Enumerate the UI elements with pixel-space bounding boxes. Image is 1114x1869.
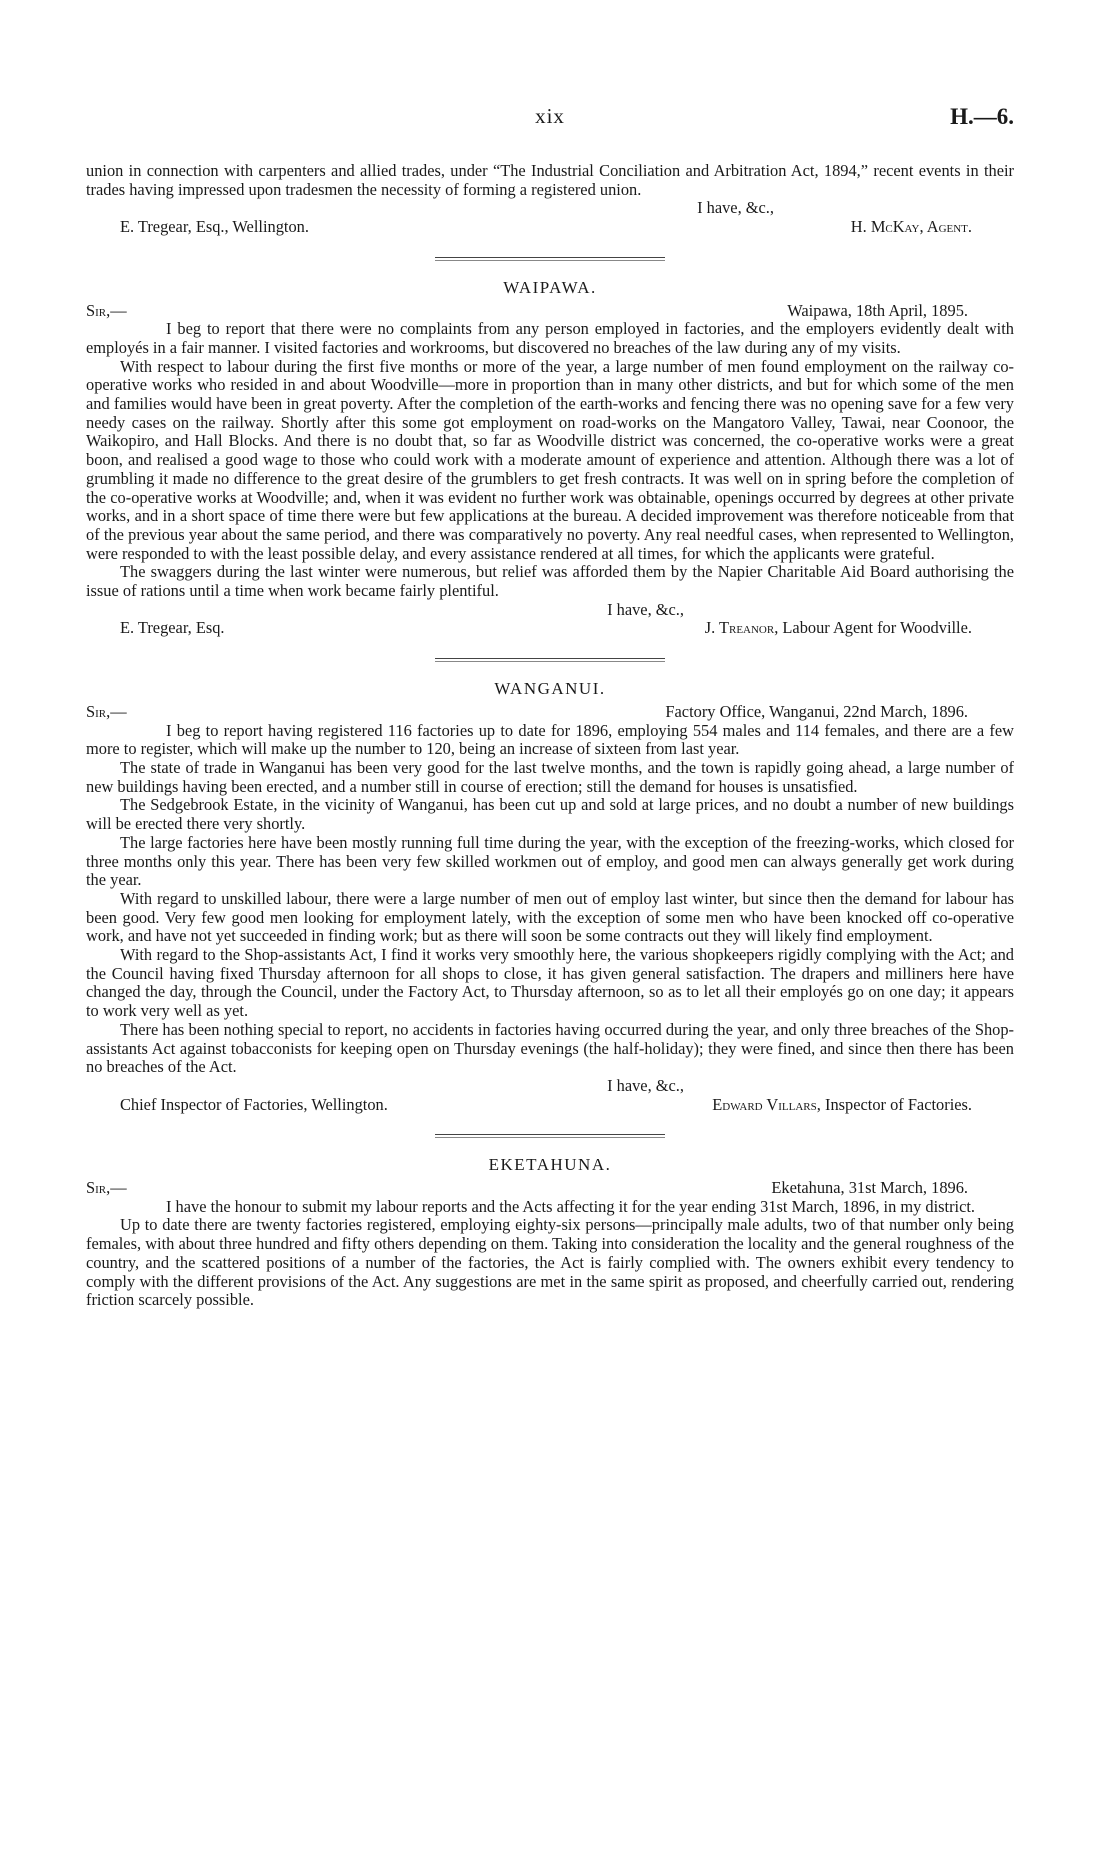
paragraph: With respect to labour during the first five months or more of the year, a large number of men found employment on the railway co-operative works who resided in and about Woodville—more in proportion than in many other districts, and but for which some of the men and families would have been in great poverty. After the completion of the earth-works and fencing there was no opening save for a few very needy cases on the railway. Shortly after this some got employment on road-works on the Mangatoro Valley, Tawai, near Coonoor, the Waikopiro, and Hall Blocks. And there is no doubt that, so far as Woodville district was concerned, the co-operative works were a great boon, and realised a good wage to those who could work with a moderate amount of experience and attention. Although there was a lot of grumbling it made no difference to the great desire of the grumblers to get fresh contracts. It was well on in spring before the completion of the co-operative works at Woodville; and, when it was evident no further work was obtainable, openings occurred by degrees at other private works, and in a short space of time there were but few applications at the bureau. A decided improvement was therefore noticeable from that of the previous year about the same period, and there was comparatively no poverty. Any real needful cases, when represented to Wellington, were responded to with the least possible delay, and every assistance rendered at all times, for which the applicants were grateful.	[86, 356, 1014, 563]
page-number: xix	[535, 104, 565, 128]
addressee: Chief Inspector of Factories, Wellington.	[120, 1094, 388, 1114]
waipawa-section	[86, 279, 1014, 638]
section-divider	[435, 257, 665, 261]
section-divider	[435, 1134, 665, 1138]
paragraph: The large factories here have been mostly running full time during the year, with the exception of the freezing-works, which closed for three months only this year. There has been very few skilled workmen out of employ, and good men can always generally get work during the year.	[86, 832, 1014, 890]
salutation: Sir,—	[86, 701, 127, 721]
signature-name: J. Treanor,	[704, 618, 779, 638]
signature	[705, 619, 972, 638]
page-header	[86, 104, 1014, 134]
signature-name: Edward Villars,	[712, 1094, 821, 1114]
intro-signature: H. McKay, Agent.	[850, 217, 972, 237]
intro-closing: I have, &c.,	[697, 198, 774, 218]
section-title-wanganui: WANGANUI.	[494, 679, 606, 699]
paragraph: The Sedgebrook Estate, in the vicinity of Wanganui, has been cut up and sold at large prices, and no doubt a number of new buildings will be erected there very shortly.	[86, 795, 1014, 834]
intro-section	[86, 162, 1014, 237]
paragraph: I beg to report that there were no complaints from any person employed in factories, and the employers evidently dealt with employés in a fair manner. I visited factories and workrooms, but discovered no breaches of the law during any of my visits.	[86, 319, 1014, 357]
wanganui-date-row	[86, 703, 1014, 722]
paragraph: With regard to unskilled labour, there were a large number of men out of employ last winter, but since then the demand for labour has been good. Very few good men looking for employment lately, with the exception of some men who have been knocked off co-operative work, and have not yet succeeded in finding work; but as there will soon be some contracts out they will likely find employment.	[86, 888, 1014, 946]
closing: I have, &c.,	[607, 1075, 684, 1095]
signature-title: Inspector of Factories.	[824, 1094, 972, 1114]
paragraph: There has been nothing special to report, no accidents in factories having occurred during the year, and only three breaches of the Shop-assistants Act against tobacconists for keeping open on Thursday evenings (the half-holiday); they were fined, and since then there has been no breaches of the Act.	[86, 1019, 1014, 1077]
letter-date: Eketahuna, 31st March, 1896.	[771, 1178, 968, 1198]
intro-paragraph: union in connection with carpenters and allied trades, under “The Industrial Conciliation and Arbitration Act, 1894,” recent events in their trades having impressed upon tradesmen the necessity of forming a registered union.	[86, 161, 1014, 199]
wanganui-signature-row	[86, 1096, 1014, 1115]
wanganui-closing-row	[86, 1077, 1014, 1096]
paragraph: I have the honour to submit my labour reports and the Acts affecting it for the year ending 31st March, 1896, in my district.	[166, 1196, 976, 1216]
paragraph: I beg to report having registered 116 factories up to date for 1896, employing 554 males and 114 females, and there are a few more to register, which will make up the number to 120, being an increase of sixteen from last year.	[86, 720, 1014, 759]
eketahuna-section	[86, 1156, 1014, 1310]
eketahuna-date-row	[86, 1179, 1014, 1198]
signature	[712, 1096, 972, 1115]
paragraph: With regard to the Shop-assistants Act, I find it works very smoothly here, the various shopkeepers rigidly complying with the Act; and the Council having fixed Thursday afternoon for all shops to close, it has given general satisfaction. The drapers and milliners here have changed the day, through the Council, under the Factory Act, to Thursday afternoon, so as to let all their employés go on one day; it appears to work very well as yet.	[86, 945, 1014, 1021]
closing: I have, &c.,	[607, 599, 684, 619]
section-title-waipawa: WAIPAWA.	[503, 277, 597, 297]
waipawa-date-row	[86, 302, 1014, 321]
section-divider	[435, 658, 665, 662]
waipawa-signature-row	[86, 619, 1014, 638]
letter-date: Factory Office, Wanganui, 22nd March, 1896.	[665, 701, 968, 721]
wanganui-section	[86, 680, 1014, 1114]
addressee: E. Tregear, Esq.	[120, 618, 225, 638]
signature-title: Labour Agent for Woodville.	[782, 618, 972, 638]
paragraph: Up to date there are twenty factories registered, employing eighty-six persons—principally male adults, two of that number only being females, with about three hundred and fifty others depending on them. Taking into consideration the locality and the general roughness of the country, and the scattered positions of a number of the factories, the Act is fairly complied with. The owners exhibit every tendency to comply with the different provisions of the Act. Any suggestions are met in the same spirit as proposed, and cheerfully carried out, rendering friction scarcely possible.	[86, 1215, 1014, 1310]
paragraph: The swaggers during the last winter were numerous, but relief was afforded them by the Napier Charitable Aid Board authorising the issue of rations until a time when work became fairly plentiful.	[86, 562, 1014, 601]
paragraph: The state of trade in Wanganui has been very good for the last twelve months, and the town is rapidly going ahead, a large number of new buildings having been erected, and a number still in course of erection; still the demand for houses is unsatisfied.	[86, 757, 1014, 796]
waipawa-closing-row	[86, 601, 1014, 620]
salutation: Sir,—	[86, 1178, 127, 1198]
letter-date: Waipawa, 18th April, 1895.	[787, 300, 968, 320]
intro-closing-row	[86, 199, 1014, 218]
intro-addressee: E. Tregear, Esq., Wellington.	[120, 217, 309, 237]
section-title-eketahuna: EKETAHUNA.	[488, 1155, 612, 1175]
intro-signature-row	[86, 218, 1014, 237]
document-reference: H.—6.	[950, 104, 1014, 129]
document-body	[86, 162, 1014, 1310]
salutation: Sir,—	[86, 300, 127, 320]
